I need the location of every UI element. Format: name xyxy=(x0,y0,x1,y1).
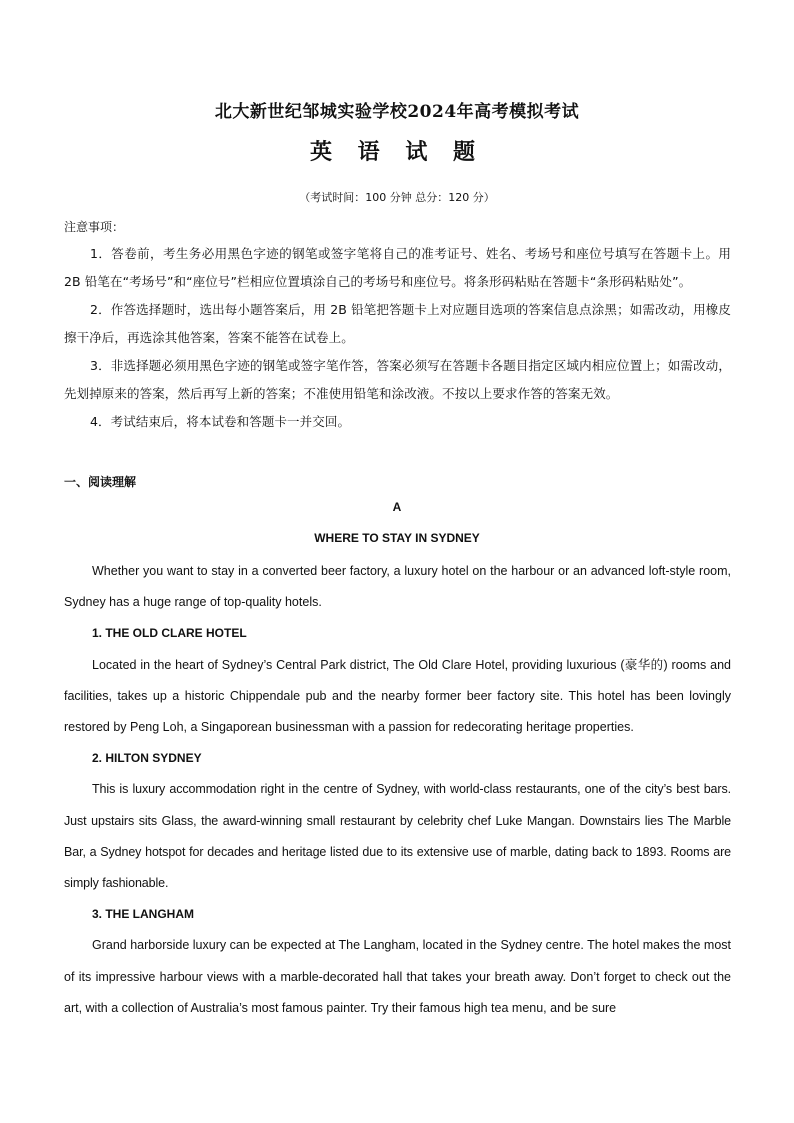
exam-title: 北大新世纪邹城实验学校2024年高考模拟考试 xyxy=(214,102,580,122)
hotel-heading: 3. THE LANGHAM xyxy=(92,907,194,922)
hotel-heading: 2. HILTON SYDNEY xyxy=(92,751,202,766)
hotel-description: Grand harborside luxury can be expected at The Langham, located in the Sydney centre. The hotel makes the most of its impressive harbour views with a marble-decorated hall that takes your breath away. Don’t forget to check out the art, with a collection of Australia’s most famous painter. Try their famous high tea menu, and be sure xyxy=(64,938,731,1015)
passage-body xyxy=(64,556,731,1024)
passage-letter: A xyxy=(392,500,402,514)
hotel-description: Located in the heart of Sydney’s Central Park district, The Old Clare Hotel, providing luxurious (豪华的) rooms and facilities, takes up a historic Chippendale pub and the nearby former beer factory site. This hotel has been lovingly restored by Peng Loh, a Singaporean businessman with a passion for redecorating heritage properties. xyxy=(64,657,731,735)
hotel-description: This is luxury accommodation right in the centre of Sydney, with world-class restaurants, one of the city’s best bars. Just upstairs sits Glass, the award-winning small restaurant by celebrity chef Luke Mangan. Downstairs lies The Marble Bar, a Sydney hotspot for decades and heritage listed due to its extensive use of marble, dating back to 1893. Rooms are simply fashionable. xyxy=(64,782,731,891)
passage-title: WHERE TO STAY IN SYDNEY xyxy=(314,531,480,545)
notice-item: 4．考试结束后，将本试卷和答题卡一并交回。 xyxy=(90,414,351,429)
notice-item: 3．非选择题必须用黑色字迹的钢笔或签字笔作答，答案必须写在答题卡各题目指定区域内相应位置上；如需改动，先划掉原来的答案，然后再写上新的答案；不准使用铅笔和涂改液。不按以上要求作答的答案无效。 xyxy=(64,358,731,401)
notice-list xyxy=(64,240,731,436)
subject-title: 英 语 试 题 xyxy=(310,140,484,165)
time-info: （考试时间：100 分钟 总分：120 分） xyxy=(299,191,495,204)
notice-item: 2．作答选择题时，选出每小题答案后，用 2B 铅笔把答题卡上对应题目选项的答案信息点涂黑；如需改动，用橡皮擦干净后，再选涂其他答案，答案不能答在试卷上。 xyxy=(64,302,731,345)
passage-intro: Whether you want to stay in a converted beer factory, a luxury hotel on the harbour or an advanced loft-style room, Sydney has a huge range of top-quality hotels. xyxy=(64,564,731,610)
notice-heading: 注意事项： xyxy=(64,220,125,234)
notice-item: 1．答卷前，考生务必用黑色字迹的钢笔或签字笔将自己的准考证号、姓名、考场号和座位号填写在答题卡上。用 2B 铅笔在“考场号”和“座位号”栏相应位置填涂自己的考场号和座位号。将条形码粘贴在答题卡“条形码粘贴处”。 xyxy=(64,246,731,289)
section-heading: 一、阅读理解 xyxy=(64,475,137,489)
hotel-heading: 1. THE OLD CLARE HOTEL xyxy=(92,626,247,641)
